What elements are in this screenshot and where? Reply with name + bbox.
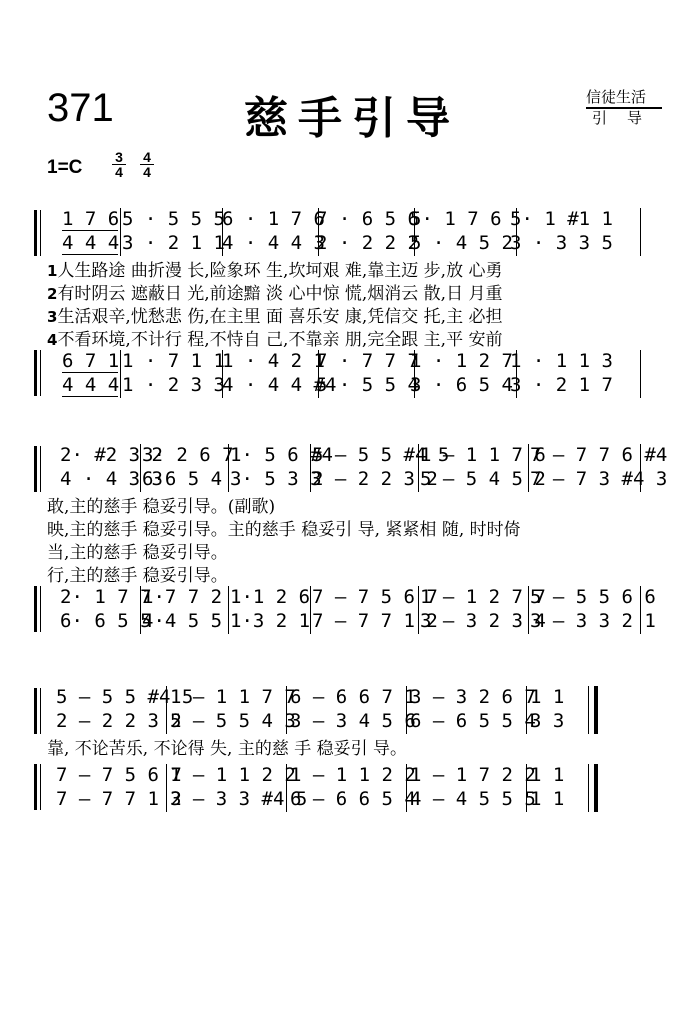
- measure: 3 3: [530, 710, 565, 732]
- tenor-line: [62, 350, 630, 376]
- measure: 7 – 7 7 6 #4: [530, 444, 668, 466]
- measure: 1 · 2 3 3: [122, 374, 225, 396]
- time-signature-1: 3 4: [112, 150, 126, 179]
- lyric-verse-4: 4不看环境,不计行 程,不恃自 己,不靠亲 朋,完全跟 主,平 安前: [47, 330, 503, 350]
- measure: 7 · 7 7 7: [316, 350, 419, 372]
- measure: 5 – 5 5 6 6: [530, 586, 656, 608]
- measure: 6·6 5 4: [142, 468, 223, 490]
- alto-line: [56, 710, 590, 736]
- measure: 3 · 6 5 4: [410, 374, 513, 396]
- measure: 1 1: [530, 686, 565, 708]
- time-signature-2: 4 4: [140, 150, 154, 179]
- measure: 2 – 2 2 3 2: [312, 468, 438, 490]
- measure: 6 7 1: [62, 350, 120, 372]
- measure: 4·4 5 5: [142, 610, 223, 632]
- measure: 7 – 7 5 6 7: [56, 764, 182, 786]
- category-top: 信徒生活: [586, 88, 662, 109]
- bass-line: [56, 788, 590, 814]
- measure: 1 · 1 1 3: [510, 350, 613, 372]
- measure: 3 · 3 3 5: [510, 232, 613, 254]
- measure: 3 – 3 3 #4 5: [170, 788, 308, 810]
- lyric-verse-3: 3生活艰辛,忧愁悲 伤,在主里 面 喜乐安 康,凭信交 托,主 必担: [47, 307, 503, 327]
- measure: 7 – 7 5 6 7: [312, 586, 438, 608]
- measure: 7 – 7 3 #4 3: [530, 468, 668, 490]
- measure: 5 – 5 4 5 2: [420, 468, 546, 490]
- measure: 6 – 6 5 5 4: [410, 710, 536, 732]
- measure: 4 · 4 4 3: [222, 232, 325, 254]
- measure: 1 1: [530, 788, 565, 810]
- measure: 4 – 4 5 5 5: [410, 788, 536, 810]
- measure: 1· 5 6 #4: [230, 444, 333, 466]
- measure: 3 – 3 3 2 1: [530, 610, 656, 632]
- measure: 3· 5 3 3: [230, 468, 322, 490]
- measure: 1 · 4 2 1: [222, 350, 325, 372]
- system-1: [0, 200, 700, 410]
- measure: 5· 1 #1 1: [510, 208, 613, 230]
- measure: 3· 2 6 7: [142, 444, 234, 466]
- alto-line: [60, 468, 668, 494]
- measure: 1·1 2 6: [230, 586, 311, 608]
- lyric-verse-2: 映,主的慈手 稳妥引导。主的慈手 稳妥引 导, 紧紧相 随, 时时倚: [47, 520, 521, 540]
- lyric-verse-4: 行,主的慈手 稳妥引导。: [47, 566, 228, 586]
- lyric-verse-3: 当,主的慈手 稳妥引导。: [47, 543, 228, 563]
- measure: 3 – 3 2 6 7: [410, 686, 536, 708]
- measure: 5 – 5 5 #4 5: [312, 444, 450, 466]
- measure: 1 – 1 1 2 2: [170, 764, 296, 786]
- measure: 2 – 2 2 3 2: [56, 710, 182, 732]
- measure: 5 – 5 5 4 3: [170, 710, 296, 732]
- measure: 3 – 3 4 5 6: [290, 710, 416, 732]
- melody-line: [56, 686, 590, 712]
- lyric-verse-1: 敢,主的慈手 稳妥引导。(副歌): [47, 497, 276, 517]
- measure: 4 4 4: [62, 374, 120, 396]
- lyric-line: 靠, 不论苦乐, 不论得 失, 主的慈 手 稳妥引 导。: [47, 739, 408, 759]
- lyric-verse-2: 2有时阴云 遮蔽日 光,前途黯 淡 心中惊 慌,烟消云 散,日 月重: [47, 284, 503, 304]
- measure: 7 – 7 7 1 2: [312, 610, 438, 632]
- hymn-title: 慈手引导: [244, 93, 460, 144]
- measure: 5· 1 7 6: [410, 208, 502, 230]
- measure: 4 · 4 3 3: [60, 468, 163, 490]
- measure: 3 – 3 2 3 4: [420, 610, 546, 632]
- measure: 7 – 7 7 1 2: [56, 788, 182, 810]
- tenor-line: [56, 764, 590, 790]
- lyric-verse-1: 1人生路途 曲折漫 长,险象环 生,坎坷艰 难,靠主迈 步,放 心勇: [47, 261, 503, 281]
- measure: 4 4 4: [62, 232, 120, 254]
- measure: 1 – 1 2 7 7: [420, 586, 546, 608]
- measure: 6 – 6 6 7 1: [290, 686, 416, 708]
- category-sub: 引导: [592, 109, 663, 127]
- measure: 1 – 1 1 7 7: [170, 686, 296, 708]
- measure: 1 – 1 1 7 6: [420, 444, 546, 466]
- measure: 5 – 5 5 #4 5: [56, 686, 194, 708]
- measure: 5 · 4 5 2: [410, 232, 513, 254]
- measure: 7 · 6 5 6: [316, 208, 419, 230]
- hymn-number: 371: [47, 86, 114, 130]
- measure: 3 · 2 1 7: [510, 374, 613, 396]
- measure: 1 · 1 2 7: [410, 350, 513, 372]
- measure: 2· 1 7 7: [60, 586, 152, 608]
- measure: 1 7 6: [62, 208, 120, 230]
- measure: 1 – 1 1 2 2: [290, 764, 416, 786]
- measure: 5 · 5 5 5: [122, 208, 225, 230]
- bass-line: [62, 374, 630, 400]
- measure: 1 · 7 1 1: [122, 350, 225, 372]
- measure: 6· 6 5 5: [60, 610, 152, 632]
- measure: 1·3 2 1: [230, 610, 311, 632]
- system-3: [0, 680, 700, 830]
- measure: 6 – 6 6 5 4: [290, 788, 416, 810]
- melody-line: [62, 208, 630, 234]
- alto-line: [62, 232, 630, 258]
- measure: 4 · 4 4 #4: [222, 374, 337, 396]
- measure: 2· #2 3 2: [60, 444, 163, 466]
- measure: 1 1: [530, 764, 565, 786]
- measure: 5 · 5 5 4: [316, 374, 419, 396]
- measure: 2 · 2 2 2: [316, 232, 419, 254]
- measure: 3 · 2 1 1: [122, 232, 225, 254]
- key-signature: 1=C: [47, 157, 83, 178]
- tenor-line: [60, 586, 656, 612]
- system-2: [0, 440, 700, 650]
- melody-line: [60, 444, 668, 470]
- measure: 1 – 1 7 2 2: [410, 764, 536, 786]
- measure: 1·7 7 2: [142, 586, 223, 608]
- bass-line: [60, 610, 656, 636]
- hymn-category: [586, 88, 662, 127]
- measure: 6 · 1 7 6: [222, 208, 325, 230]
